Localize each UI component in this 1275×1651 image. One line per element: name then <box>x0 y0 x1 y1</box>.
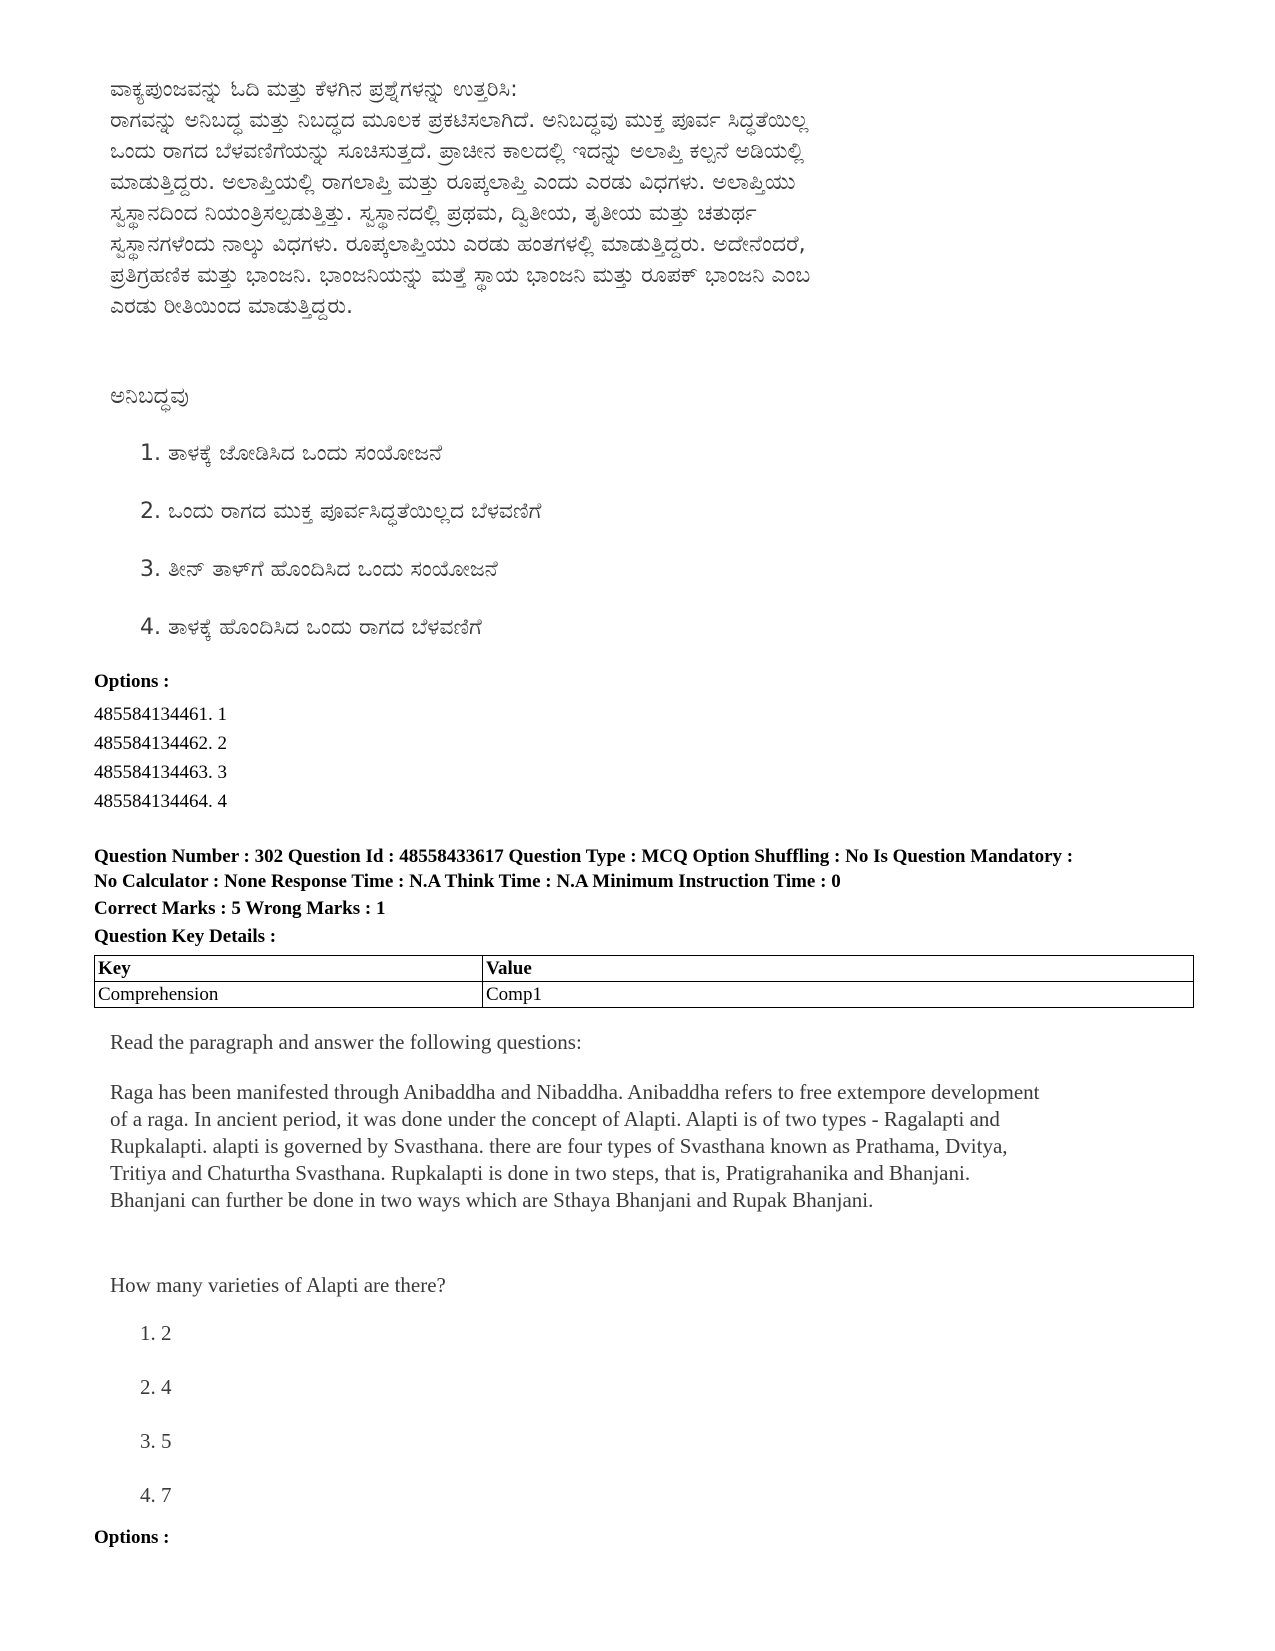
kannada-passage-line: ಪ್ರತಿಗ್ರಹಣಿಕ ಮತ್ತು ಭಾಂಜನಿ. ಭಾಂಜನಿಯನ್ನು ಮತ್ತೆ ಸ್ಥಾಯ ಭಾಂಜನಿ ಮತ್ತು ರೂಪಕ್ ಭಾಂಜನಿ ಎಂಬ <box>110 263 811 288</box>
kannada-passage-line: ಮಾಡುತ್ತಿದ್ದರು. ಅಲಾಪ್ತಿಯಲ್ಲಿ ರಾಗಲಾಪ್ತಿ ಮತ್ತು ರೂಪ್ಕಲಾಪ್ತಿ ಎಂದು ಎರಡು ವಿಧಗಳು. ಅಲಾಪ್ತಿಯು <box>110 170 796 195</box>
kannada-option-list <box>140 438 541 670</box>
option-id-list <box>94 700 227 816</box>
english-option: 3. 5 <box>140 1429 172 1453</box>
english-passage-line: Rupkalapti. alapti is governed by Svasthana. there are four types of Svasthana known as Prathama, Dvitya, <box>110 1134 1008 1158</box>
key-details-table <box>94 955 1194 1008</box>
key-details-heading: Question Key Details : <box>94 926 277 947</box>
question-meta-line: No Calculator : None Response Time : N.A Think Time : N.A Minimum Instruction Time : 0 <box>94 871 841 892</box>
kannada-passage <box>110 74 1190 322</box>
table-header-value: Value <box>483 956 1194 982</box>
option-id-item: 485584134464. 4 <box>94 791 227 812</box>
table-cell-key: Comprehension <box>95 982 483 1008</box>
kannada-question-stem: ಅನಿಬದ್ಧವು <box>110 383 189 409</box>
options-heading: Options : <box>94 1527 170 1548</box>
english-passage-line: of a raga. In ancient period, it was done under the concept of Alapti. Alapti is of two types - Ragalapti and <box>110 1107 1000 1131</box>
english-passage-line: Raga has been manifested through Anibaddha and Nibaddha. Anibaddha refers to free extempore development <box>110 1080 1040 1104</box>
english-question-stem: How many varieties of Alapti are there? <box>110 1273 446 1297</box>
kannada-passage-line: ಒಂದು ರಾಗದ ಬೆಳವಣಿಗೆಯನ್ನು ಸೂಚಿಸುತ್ತದೆ. ಪ್ರಾಚೀನ ಕಾಲದಲ್ಲಿ ಇದನ್ನು ಅಲಾಪ್ತಿ ಕಲ್ಪನೆ ಅಡಿಯಲ್ಲಿ <box>110 139 805 164</box>
kannada-passage-line: ಎರಡು ರೀತಿಯಿಂದ ಮಾಡುತ್ತಿದ್ದರು. <box>110 294 354 319</box>
table-header-row <box>95 956 1194 982</box>
kannada-option: 4. ತಾಳಕ್ಕೆ ಹೊಂದಿಸಿದ ಒಂದು ರಾಗದ ಬೆಳವಣಿಗೆ <box>140 615 482 640</box>
table-header-key: Key <box>95 956 483 982</box>
kannada-option: 1. ತಾಳಕ್ಕೆ ಜೋಡಿಸಿದ ಒಂದು ಸಂಯೋಜನೆ <box>140 441 443 466</box>
kannada-option: 3. ತೀನ್ ತಾಳ್‌ಗೆ ಹೊಂದಿಸಿದ ಒಂದು ಸಂಯೋಜನೆ <box>140 557 498 582</box>
english-option: 2. 4 <box>140 1375 172 1399</box>
question-metadata <box>94 844 1184 894</box>
english-instruction: Read the paragraph and answer the following questions: <box>110 1030 582 1054</box>
marks-line: Correct Marks : 5 Wrong Marks : 1 <box>94 898 386 919</box>
kannada-passage-line: ಸ್ವಸ್ಥಾನಗಳೆಂದು ನಾಲ್ಕು ವಿಧಗಳು. ರೂಪ್ಕಲಾಪ್ತಿಯು ಎರಡು ಹಂತಗಳಲ್ಲಿ ಮಾಡುತ್ತಿದ್ದರು. ಅದೇನೆಂದರೆ, <box>110 232 806 257</box>
english-passage-line: Bhanjani can further be done in two ways which are Sthaya Bhanjani and Rupak Bhanjani. <box>110 1188 874 1212</box>
english-option: 4. 7 <box>140 1483 172 1507</box>
kannada-instruction: ವಾಕ್ಯಪುಂಜವನ್ನು ಓದಿ ಮತ್ತು ಕೆಳಗಿನ ಪ್ರಶ್ನೆಗಳನ್ನು ಉತ್ತರಿಸಿ: <box>110 77 518 102</box>
option-id-item: 485584134461. 1 <box>94 704 227 725</box>
table-cell-value: Comp1 <box>483 982 1194 1008</box>
options-heading: Options : <box>94 671 170 692</box>
english-passage-line: Tritiya and Chaturtha Svasthana. Rupkalapti is done in two steps, that is, Pratigrahanika and Bhanjani. <box>110 1161 971 1185</box>
kannada-passage-line: ರಾಗವನ್ನು ಅನಿಬದ್ಧ ಮತ್ತು ನಿಬದ್ಧದ ಮೂಲಕ ಪ್ರಕಟಿಸಲಾಗಿದೆ. ಅನಿಬದ್ಧವು ಮುಕ್ತ ಪೂರ್ವ ಸಿದ್ಧತೆಯಿಲ್ಲ <box>110 108 809 133</box>
english-option-list <box>140 1318 172 1534</box>
kannada-passage-line: ಸ್ವಸ್ಥಾನದಿಂದ ನಿಯಂತ್ರಿಸಲ್ಪಡುತ್ತಿತ್ತು. ಸ್ವಸ್ಥಾನದಲ್ಲಿ ಪ್ರಥಮ, ದ್ವಿತೀಯ, ತೃತೀಯ ಮತ್ತು ಚತುರ್ಥ <box>110 201 757 226</box>
question-meta-line: Question Number : 302 Question Id : 48558433617 Question Type : MCQ Option Shuffling : No Is Question Mandatory : <box>94 846 1074 867</box>
option-id-item: 485584134463. 3 <box>94 762 227 783</box>
english-passage <box>110 1079 1170 1214</box>
kannada-option: 2. ಒಂದು ರಾಗದ ಮುಕ್ತ ಪೂರ್ವಸಿದ್ಧತೆಯಿಲ್ಲದ ಬೆಳವಣಿಗೆ <box>140 499 542 524</box>
english-option: 1. 2 <box>140 1321 172 1345</box>
option-id-item: 485584134462. 2 <box>94 733 227 754</box>
table-row <box>95 982 1194 1008</box>
